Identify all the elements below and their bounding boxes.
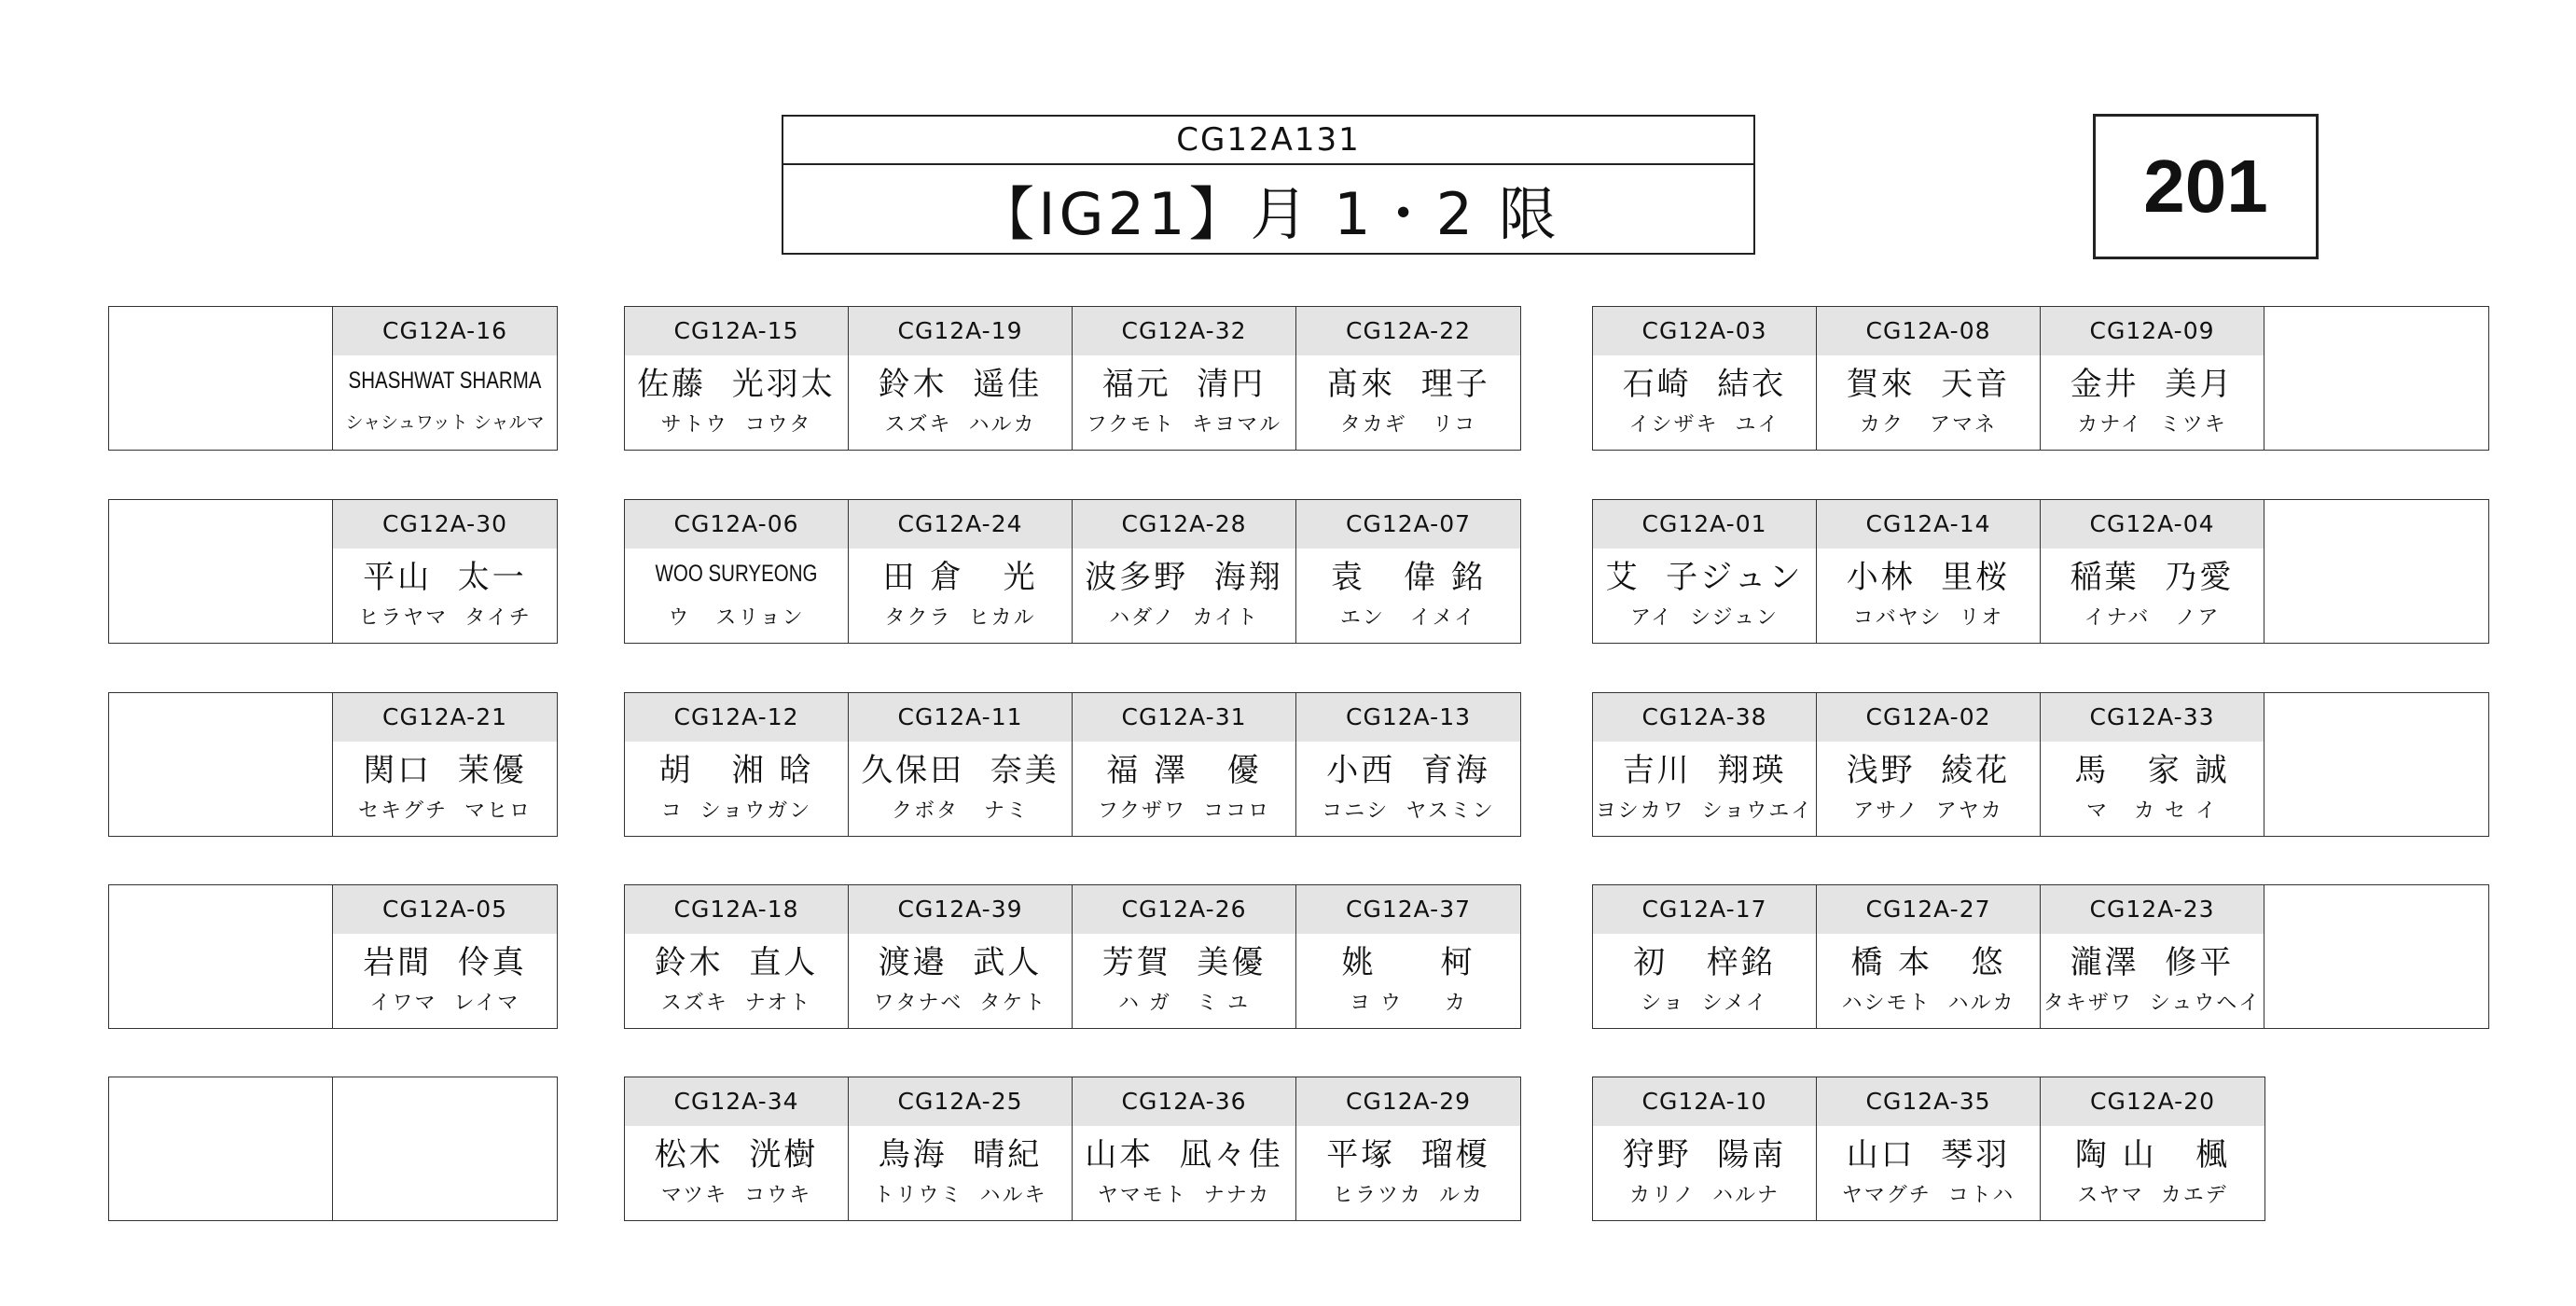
seat-cell: [1073, 693, 1296, 836]
student-name: 陶 山 楓: [2074, 1135, 2231, 1174]
student-name: 鳥海 晴紀: [878, 1135, 1043, 1174]
student-name: 石崎 結衣: [1622, 365, 1787, 403]
seat-block-left: [108, 499, 558, 644]
seat-block-left: [108, 884, 558, 1029]
student-name: 馬 家 誠: [2074, 751, 2230, 789]
student-name-kana: カリノ ハルナ: [1628, 1184, 1780, 1208]
student-name: 稲葉 乃愛: [2070, 558, 2235, 596]
seat-cell: [2041, 307, 2264, 450]
student-name-kana: ハシモト ハルカ: [1841, 992, 2015, 1016]
student-id: CG12A-27: [1817, 885, 2040, 934]
empty-seat-cell: [109, 693, 333, 836]
seat-cell: [2041, 1077, 2264, 1220]
seat-cell: [625, 693, 849, 836]
empty-seat-cell: [2264, 693, 2488, 836]
seat-cell: [1593, 885, 1817, 1028]
student-id: CG12A-15: [625, 307, 848, 355]
student-name-kana: ヒラツカ ルカ: [1333, 1184, 1484, 1208]
student-name: 吉川 翔瑛: [1622, 751, 1787, 789]
seat-block-right: [1592, 884, 2489, 1029]
student-name-kana: ヨシカワ ショウエイ: [1595, 799, 1814, 824]
student-name-kana: ウ スリョン: [668, 606, 805, 631]
seat-cell: [1296, 885, 1520, 1028]
student-name-kana: ハダノ カイト: [1109, 606, 1259, 631]
seat-block-right: [1592, 692, 2489, 837]
student-id: CG12A-18: [625, 885, 848, 934]
seat-cell: [2041, 693, 2264, 836]
student-id: CG12A-24: [849, 500, 1072, 549]
student-name: 平塚 瑠榎: [1326, 1135, 1490, 1174]
empty-seat-cell: [2264, 885, 2488, 1028]
seat-cell: [849, 885, 1073, 1028]
seat-cell: [625, 500, 849, 643]
seat-block-middle: [624, 306, 1521, 451]
student-id: CG12A-30: [333, 500, 557, 549]
student-id: CG12A-38: [1593, 693, 1816, 742]
seat-cell: [1817, 1077, 2041, 1220]
student-name-kana: ハ ガ ミ ユ: [1118, 992, 1250, 1016]
student-name-kana: タキザワ シュウヘイ: [2043, 992, 2262, 1016]
student-name-kana: シャシュワット シャルマ: [345, 412, 545, 434]
student-name-kana: カク アマネ: [1860, 413, 1997, 438]
student-name: 波多野 海翔: [1085, 558, 1283, 596]
student-id: CG12A-05: [333, 885, 557, 934]
student-name: 久保田 奈美: [861, 751, 1059, 789]
student-name: 小林 里桜: [1846, 558, 2011, 596]
seat-cell: [625, 307, 849, 450]
student-id: CG12A-07: [1296, 500, 1520, 549]
empty-seat-cell: [109, 1077, 333, 1220]
student-name-kana: トリウミ ハルキ: [873, 1184, 1047, 1208]
student-id: CG12A-09: [2041, 307, 2264, 355]
student-name: 福 澤 優: [1106, 751, 1262, 789]
seat-cell: [1296, 500, 1520, 643]
student-name: 橋 本 悠: [1850, 943, 2006, 981]
student-name-kana: マ カ セ イ: [2086, 799, 2218, 824]
student-id: CG12A-35: [1817, 1077, 2040, 1126]
seat-cell: [1073, 500, 1296, 643]
student-name: 瀧澤 修平: [2070, 943, 2235, 981]
student-name-kana: ヨ ウ カ: [1350, 992, 1467, 1016]
student-id: CG12A-10: [1593, 1077, 1816, 1126]
seat-row: [0, 692, 2576, 837]
seat-cell: [333, 693, 557, 836]
student-name: SHASHWAT SHARMA: [348, 367, 542, 394]
student-name-kana: エン イメイ: [1339, 606, 1477, 631]
student-name-kana: スズキ ハルカ: [884, 413, 1036, 438]
seat-cell: [1817, 500, 2041, 643]
seat-cell: [1073, 885, 1296, 1028]
student-name: 狩野 陽南: [1622, 1135, 1787, 1174]
student-id: CG12A-02: [1817, 693, 2040, 742]
seat-block-right: [1592, 499, 2489, 644]
seat-block-middle: [624, 499, 1521, 644]
seat-cell: [2041, 885, 2264, 1028]
seat-block-right: [1592, 306, 2489, 451]
student-name-kana: タカギ リコ: [1339, 413, 1477, 438]
empty-seat-cell: [2264, 307, 2488, 450]
seat-cell: [1296, 1077, 1520, 1220]
student-name-kana: イワマ レイマ: [369, 992, 520, 1016]
empty-seat-cell: [333, 1077, 557, 1220]
seat-cell: [849, 1077, 1073, 1220]
seat-cell: [1593, 307, 1817, 450]
seat-row: [0, 306, 2576, 451]
student-id: CG12A-29: [1296, 1077, 1520, 1126]
student-name: 浅野 綾花: [1846, 751, 2011, 789]
student-name-kana: ワタナベ タケト: [873, 992, 1047, 1016]
student-name: 小西 育海: [1326, 751, 1490, 789]
student-id: CG12A-01: [1593, 500, 1816, 549]
seat-cell: [1593, 693, 1817, 836]
student-name: 関口 茉優: [363, 751, 527, 789]
seat-row: [0, 1077, 2576, 1221]
seat-block-middle: [624, 884, 1521, 1029]
seat-cell: [849, 307, 1073, 450]
student-name: 鈴木 直人: [654, 943, 819, 981]
seat-block-left: [108, 306, 558, 451]
student-name: 初 梓銘: [1633, 943, 1776, 981]
student-name-kana: フクザワ ココロ: [1097, 799, 1271, 824]
seat-block-middle: [624, 692, 1521, 837]
seat-cell: [1593, 1077, 1817, 1220]
student-id: CG12A-20: [2041, 1077, 2264, 1126]
student-name-kana: コバヤシ リオ: [1852, 606, 2004, 631]
student-name-kana: アサノ アヤカ: [1853, 799, 2003, 824]
seat-cell: [2041, 500, 2264, 643]
student-id: CG12A-03: [1593, 307, 1816, 355]
student-name: 金井 美月: [2070, 365, 2235, 403]
seat-block-right: [1592, 1077, 2265, 1221]
seat-cell: [333, 885, 557, 1028]
seat-cell: [849, 500, 1073, 643]
student-name: 艾 子ジュン: [1605, 558, 1804, 596]
student-name-kana: コ ショウガン: [660, 799, 812, 824]
student-name-kana: スヤマ カエデ: [2077, 1184, 2228, 1208]
student-id: CG12A-23: [2041, 885, 2264, 934]
student-name: 福元 清円: [1101, 365, 1267, 403]
student-id: CG12A-12: [625, 693, 848, 742]
student-name: 袁 偉 銘: [1330, 558, 1487, 596]
seat-cell: [1593, 500, 1817, 643]
student-name: 芳賀 美優: [1101, 943, 1267, 981]
student-id: CG12A-13: [1296, 693, 1520, 742]
course-title: 【IG21】月 1・2 限: [976, 179, 1560, 248]
student-name-kana: クボタ ナミ: [892, 799, 1029, 824]
seat-cell: [1296, 307, 1520, 450]
student-name: 山口 琴羽: [1846, 1135, 2011, 1174]
student-name-kana: ヤマモト ナナカ: [1097, 1184, 1271, 1208]
student-name-kana: スズキ ナオト: [660, 992, 812, 1016]
empty-seat-cell: [2264, 500, 2488, 643]
student-name: 佐藤 光羽太: [637, 365, 836, 403]
student-id: CG12A-19: [849, 307, 1072, 355]
student-name-kana: タクラ ヒカル: [884, 606, 1036, 631]
student-name-kana: アイ シジュン: [1629, 606, 1780, 631]
student-name-kana: カナイ ミツキ: [2077, 413, 2227, 438]
empty-seat-cell: [109, 885, 333, 1028]
seat-cell: [1073, 1077, 1296, 1220]
student-id: CG12A-06: [625, 500, 848, 549]
student-id: CG12A-36: [1073, 1077, 1295, 1126]
student-id: CG12A-37: [1296, 885, 1520, 934]
student-name-kana: サトウ コウタ: [660, 413, 812, 438]
seat-cell: [625, 885, 849, 1028]
student-id: CG12A-11: [849, 693, 1072, 742]
seat-row: [0, 499, 2576, 644]
student-id: CG12A-31: [1073, 693, 1295, 742]
student-name: 胡 湘 晗: [658, 751, 814, 789]
student-name-kana: イナバ ノア: [2084, 606, 2221, 631]
seat-block-left: [108, 1077, 558, 1221]
student-id: CG12A-33: [2041, 693, 2264, 742]
student-id: CG12A-14: [1817, 500, 2040, 549]
empty-seat-cell: [109, 307, 333, 450]
student-name-kana: コニシ ヤスミン: [1322, 799, 1495, 824]
student-name: 山本 凪々佳: [1085, 1135, 1283, 1174]
course-code: CG12A131: [783, 117, 1753, 165]
seat-block-middle: [624, 1077, 1521, 1221]
student-name-kana: ショ シメイ: [1641, 992, 1768, 1016]
student-id: CG12A-04: [2041, 500, 2264, 549]
seat-cell: [1296, 693, 1520, 836]
student-name: 渡邉 武人: [878, 943, 1043, 981]
student-name-kana: フクモト キヨマル: [1086, 413, 1282, 438]
student-id: CG12A-25: [849, 1077, 1072, 1126]
seat-cell: [625, 1077, 849, 1220]
student-id: CG12A-21: [333, 693, 557, 742]
student-name: WOO SURYEONG: [655, 560, 818, 587]
student-id: CG12A-32: [1073, 307, 1295, 355]
student-name-kana: イシザキ ユイ: [1628, 413, 1780, 438]
student-id: CG12A-26: [1073, 885, 1295, 934]
student-name-kana: マツキ コウキ: [660, 1184, 812, 1208]
student-name: 髙來 理子: [1326, 365, 1490, 403]
course-header: [782, 115, 1755, 255]
seat-cell: [849, 693, 1073, 836]
seat-cell: [1817, 307, 2041, 450]
student-name: 平山 太一: [363, 558, 527, 596]
student-name: 岩間 伶真: [363, 943, 527, 981]
empty-seat-cell: [109, 500, 333, 643]
seat-cell: [1817, 885, 2041, 1028]
student-name: 松木 洸樹: [654, 1135, 819, 1174]
student-name-kana: セキグチ マヒロ: [358, 799, 532, 824]
student-name: 姚 柯: [1341, 943, 1475, 981]
student-id: CG12A-39: [849, 885, 1072, 934]
student-id: CG12A-08: [1817, 307, 2040, 355]
seat-cell: [1817, 693, 2041, 836]
student-id: CG12A-16: [333, 307, 557, 355]
student-id: CG12A-34: [625, 1077, 848, 1126]
student-id: CG12A-22: [1296, 307, 1520, 355]
seat-cell: [333, 500, 557, 643]
room-number: 201: [2093, 114, 2319, 259]
student-id: CG12A-28: [1073, 500, 1295, 549]
student-name-kana: ヒラヤマ タイチ: [358, 606, 532, 631]
student-name: 田 倉 光: [882, 558, 1038, 596]
student-id: CG12A-17: [1593, 885, 1816, 934]
seat-cell: [1073, 307, 1296, 450]
seat-row: [0, 884, 2576, 1029]
student-name: 鈴木 遥佳: [878, 365, 1043, 403]
seat-block-left: [108, 692, 558, 837]
student-name-kana: ヤマグチ コトハ: [1841, 1184, 2015, 1208]
student-name: 賀來 天音: [1846, 365, 2011, 403]
seat-cell: [333, 307, 557, 450]
